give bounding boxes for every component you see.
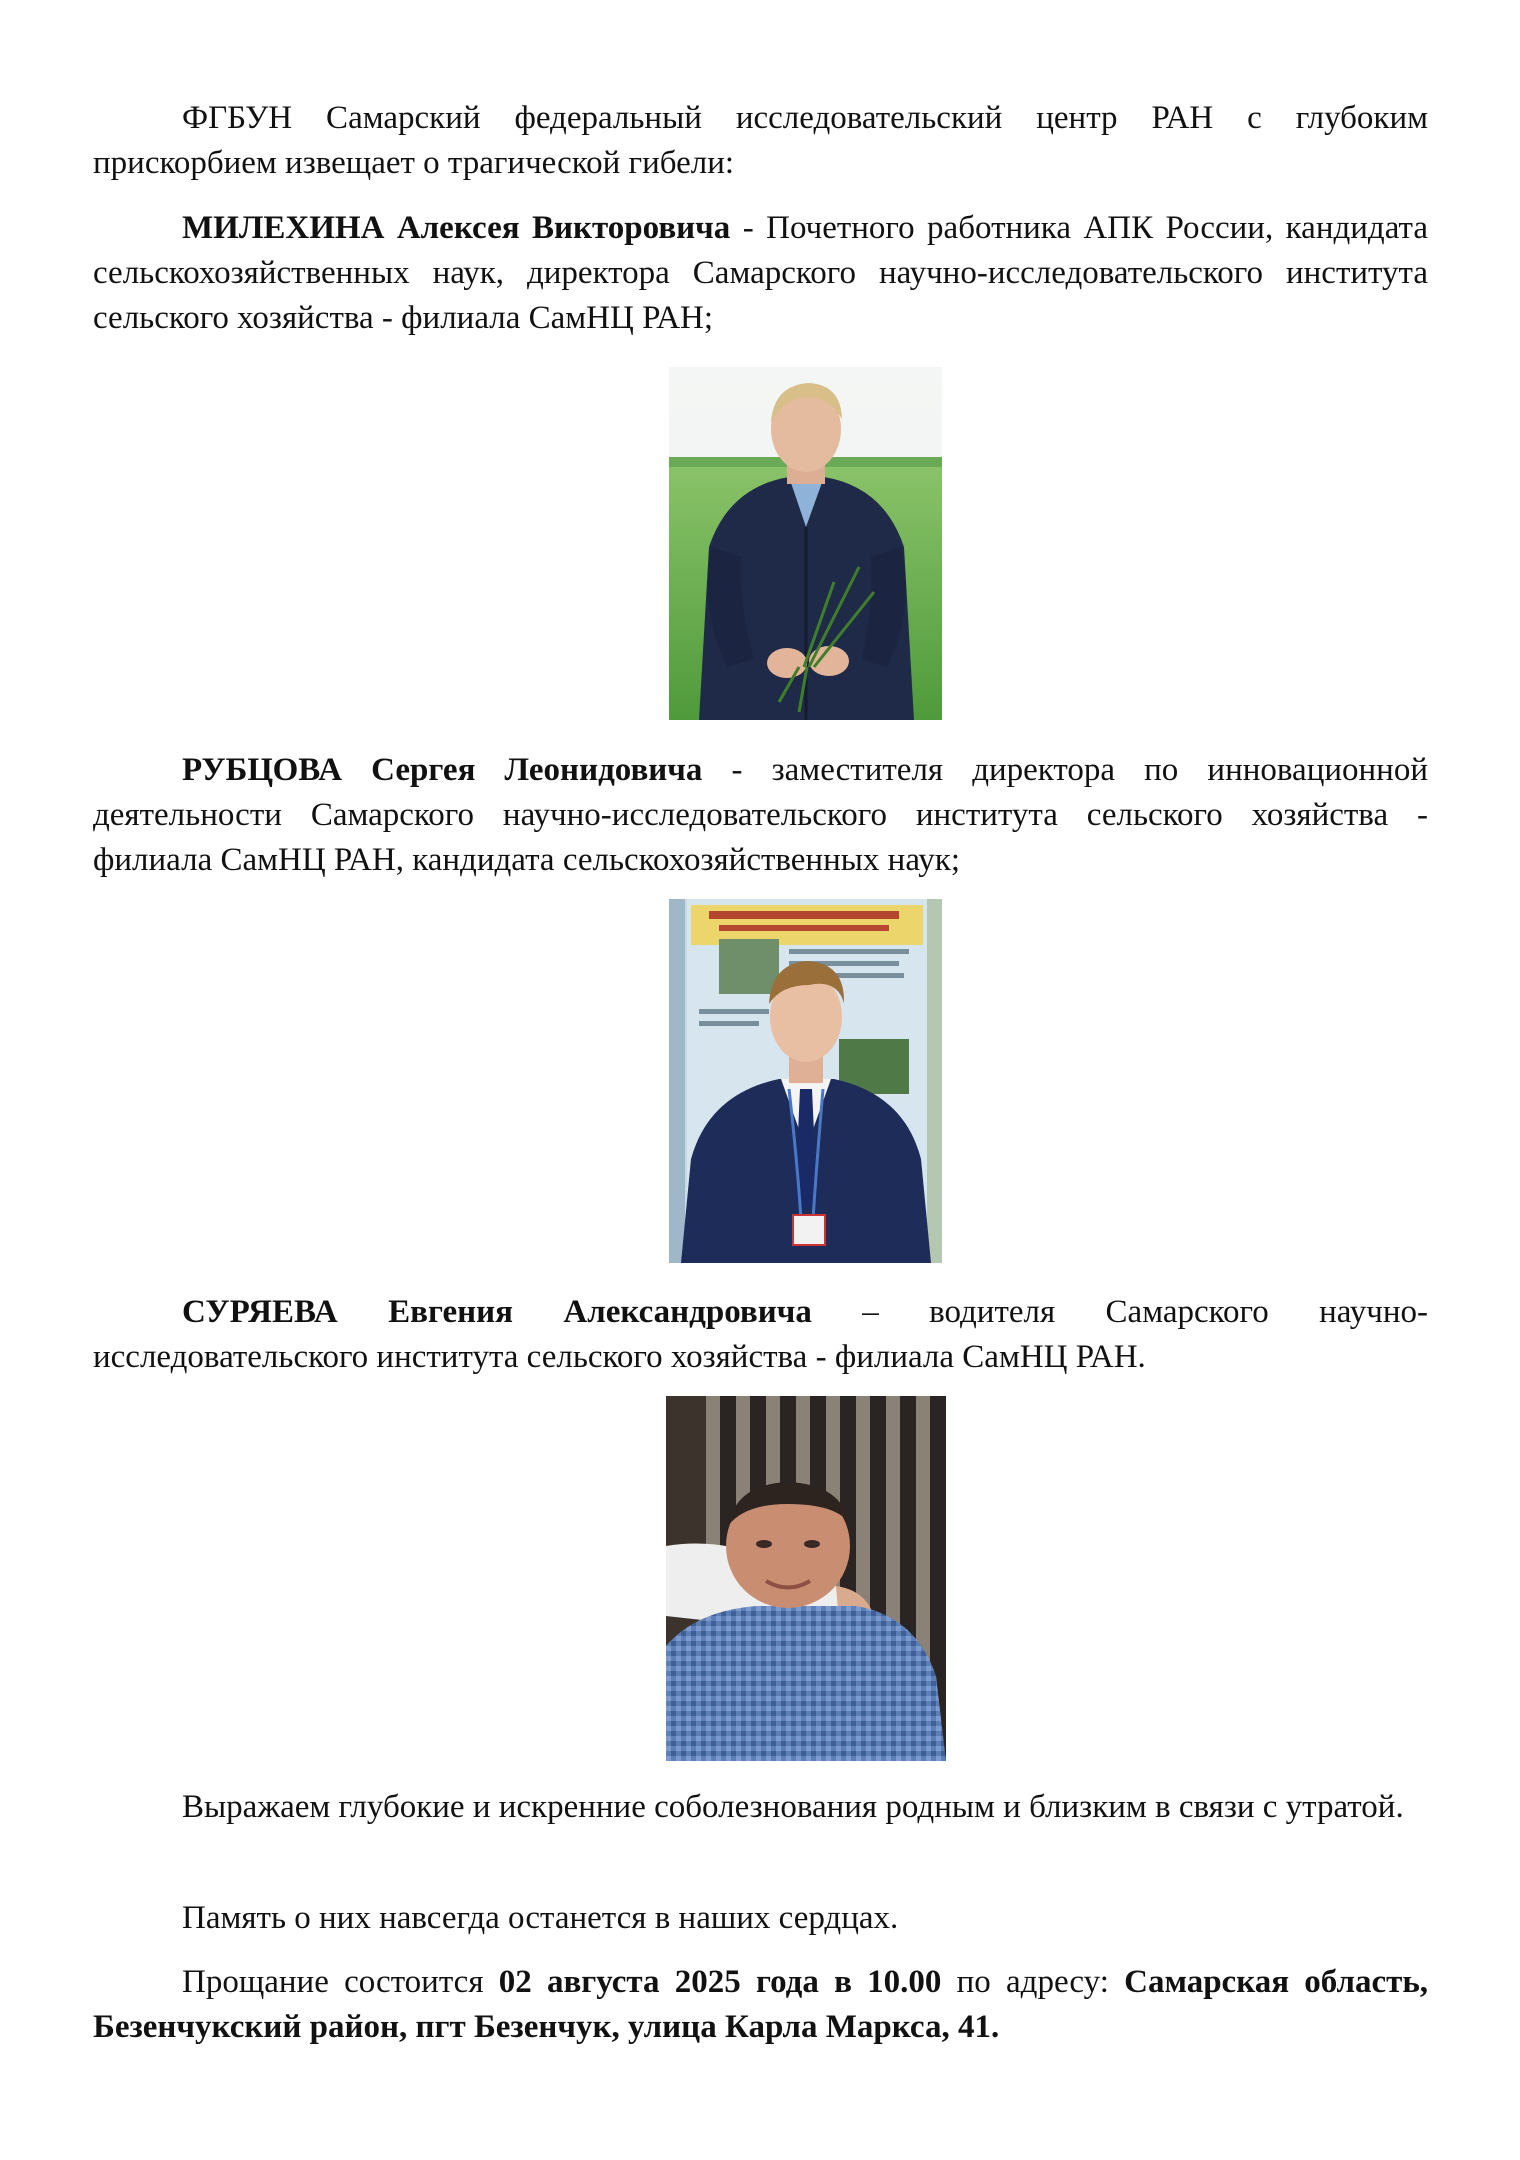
farewell-address: Самарская область, Безенчукский район, пгт Безенчук, улица Карла Маркса, 41. <box>93 1964 1429 2045</box>
person-2-photo <box>669 899 942 1263</box>
person-1-paragraph: МИЛЕХИНА Алексея Викторовича - Почетного работника АПК России, кандидата сельскохозяйственных наук, директора Самарского научно-исследовательского института сельского хозяйства - филиала СамНЦ РАН; <box>93 210 1428 336</box>
condolences-paragraph: Выражаем глубокие и искренние соболезнования родным и близким в связи с утратой. <box>182 1789 1404 1825</box>
farewell-paragraph: Прощание состоится 02 августа 2025 года в 10.00 по адресу: Самарская область, Безенчукский район, пгт Безенчук, улица Карла Маркса, 41. <box>93 1964 1429 2045</box>
person-2-description: заместителя директора по инновационной деятельности Самарского научно-исследовательского института сельского хозяйства - филиала СамНЦ РАН, кандидата сельскохозяйственных наук; <box>93 752 1428 878</box>
person-3-paragraph: СУРЯЕВА Евгения Александровича – водителя Самарского научно-исследовательского института сельского хозяйства - филиала СамНЦ РАН. <box>93 1294 1428 1375</box>
person-1-photo <box>669 367 942 720</box>
intro-paragraph: ФГБУН Самарский федеральный исследовательский центр РАН с глубоким прискорбием извещает о трагической гибели: <box>93 100 1428 181</box>
person-1-name: МИЛЕХИНА Алексея Викторовича <box>182 210 731 246</box>
person-2-name: РУБЦОВА Сергея Леонидовича <box>182 752 703 788</box>
farewell-datetime: 02 августа 2025 года в 10.00 <box>498 1964 942 2000</box>
person-3-name: СУРЯЕВА Евгения Александровича <box>182 1294 812 1330</box>
memory-paragraph: Память о них навсегда останется в наших сердцах. <box>182 1900 899 1936</box>
person-1-description: Почетного работника АПК России, кандидата сельскохозяйственных наук, директора Самарского научно-исследовательского института сельского хозяйства - филиала СамНЦ РАН; <box>93 210 1428 336</box>
person-3-photo <box>666 1396 946 1761</box>
person-2-paragraph: РУБЦОВА Сергея Леонидовича - заместителя директора по инновационной деятельности Самарского научно-исследовательского института сельского хозяйства - филиала СамНЦ РАН, кандидата сельскохозяйственных наук; <box>93 752 1428 878</box>
person-3-description: водителя Самарского научно-исследовательского института сельского хозяйства - филиала СамНЦ РАН. <box>93 1294 1428 1375</box>
